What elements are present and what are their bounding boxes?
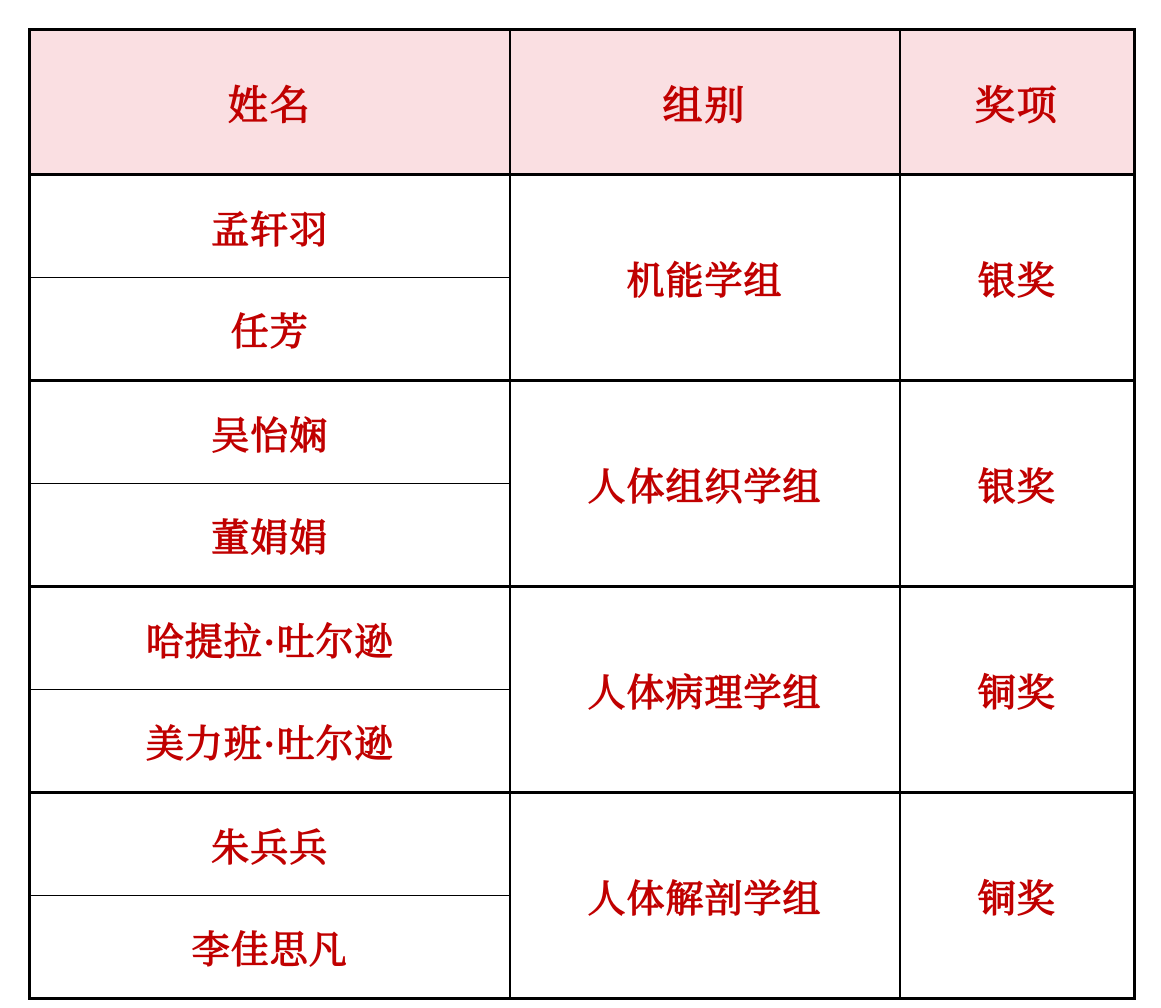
award-table [28, 28, 1136, 1000]
table-body [30, 175, 1135, 999]
cell-name: 李佳思凡 [30, 896, 510, 999]
table-row [30, 381, 1135, 484]
cell-group: 人体解剖学组 [510, 793, 900, 999]
cell-group: 人体组织学组 [510, 381, 900, 587]
cell-prize: 铜奖 [900, 587, 1135, 793]
cell-name: 吴怡娴 [30, 381, 510, 484]
cell-group: 人体病理学组 [510, 587, 900, 793]
table-header-row [30, 30, 1135, 175]
table-row [30, 587, 1135, 690]
cell-name: 孟轩羽 [30, 175, 510, 278]
cell-group: 机能学组 [510, 175, 900, 381]
cell-name: 哈提拉·吐尔逊 [30, 587, 510, 690]
cell-prize: 银奖 [900, 175, 1135, 381]
cell-name: 任芳 [30, 278, 510, 381]
column-header-group: 组别 [510, 30, 900, 175]
cell-prize: 铜奖 [900, 793, 1135, 999]
cell-prize: 银奖 [900, 381, 1135, 587]
cell-name: 美力班·吐尔逊 [30, 690, 510, 793]
table-row [30, 793, 1135, 896]
table-row [30, 175, 1135, 278]
table-header [30, 30, 1135, 175]
cell-name: 朱兵兵 [30, 793, 510, 896]
column-header-prize: 奖项 [900, 30, 1135, 175]
cell-name: 董娟娟 [30, 484, 510, 587]
column-header-name: 姓名 [30, 30, 510, 175]
